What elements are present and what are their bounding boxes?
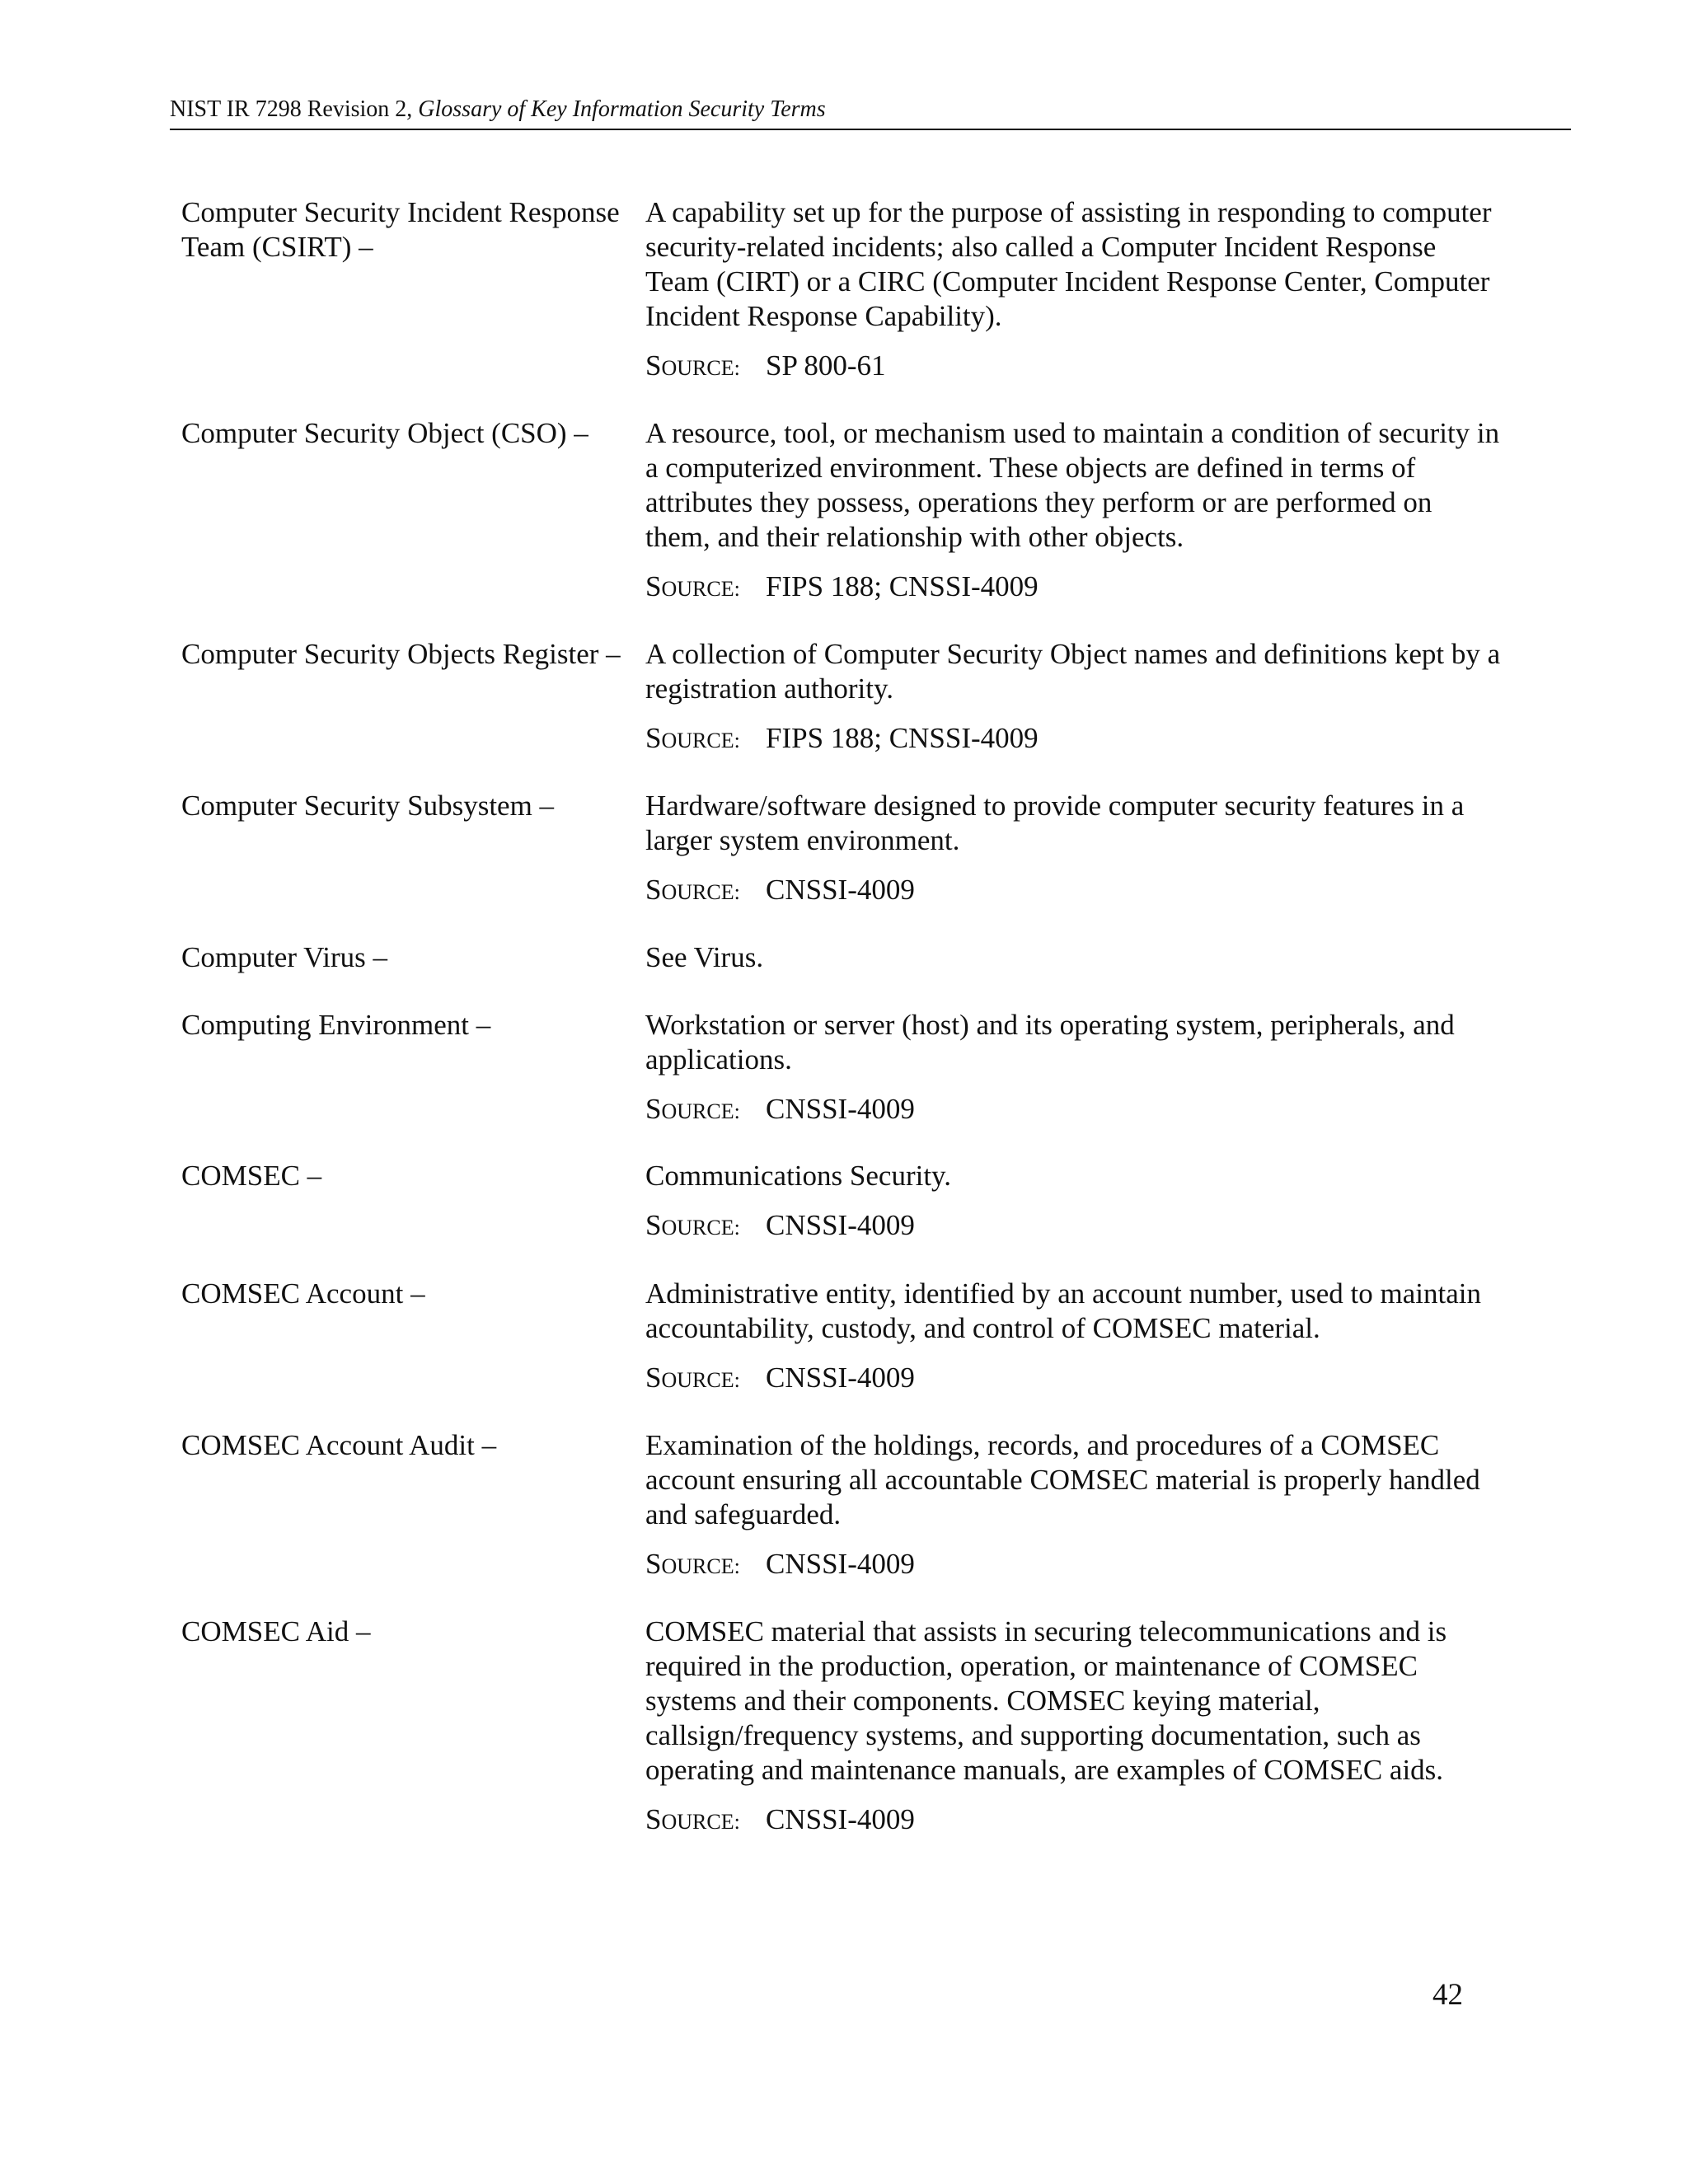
header-rule [170,129,1571,130]
source-label-initial: S [645,722,662,754]
entry-definition: Hardware/software designed to provide computer security features in a larger system environment. [645,790,1465,856]
source-label [645,873,766,910]
source-label-rest: OURCE: [661,1368,740,1392]
entry-term: Computer Security Incident Response Team (CSIRT) – [181,196,620,263]
entry-term: COMSEC Account – [181,1277,425,1310]
entry-body [645,637,1503,758]
entry-source [645,721,1503,758]
entry-definition: A capability set up for the purpose of assisting in responding to computer security-related incidents; also called a Computer Incident Response Team (CIRT) or a CIRC (Computer Incident Response Center, Computer Incident Response Capability). [645,196,1492,332]
header-doc-title: Glossary of Key Information Security Terms [418,96,826,122]
entry-body [645,1277,1503,1398]
entry-definition: Workstation or server (host) and its operating system, peripherals, and applications. [645,1009,1455,1076]
source-label-initial: S [645,1209,662,1241]
entry-definition: A collection of Computer Security Object names and definitions kept by a registration authority. [645,638,1501,705]
entry-source [645,349,1503,386]
source-label-rest: OURCE: [661,1554,740,1578]
entry-body [645,1008,1503,1129]
entry-definition: Administrative entity, identified by an account number, used to maintain accountability, custody, and control of COMSEC material. [645,1277,1481,1344]
entry-body [645,789,1503,910]
entry-source [645,873,1503,910]
entry-source [645,1361,1503,1398]
source-label [645,1802,766,1840]
source-label-initial: S [645,874,662,906]
entry-body [645,195,1503,386]
header-doc-id: NIST IR 7298 Revision 2, [170,96,419,122]
source-reference: FIPS 188; CNSSI-4009 [766,570,1039,602]
entry-term: Computer Virus – [181,941,388,973]
source-label [645,1361,766,1398]
entry-source [645,1208,1503,1245]
source-reference: CNSSI-4009 [766,874,915,906]
entry-term: Computer Security Objects Register – [181,638,621,670]
source-reference: CNSSI-4009 [766,1803,915,1835]
entry-definition: COMSEC material that assists in securing telecommunications and is required in the production, operation, or maintenance of COMSEC systems and their components. COMSEC keying material, callsign/frequency systems, and supporting documentation, such as operating and maintenance manuals, are examples of COMSEC aids. [645,1615,1447,1786]
page-header [170,96,1571,124]
entry-term: Computing Environment – [181,1009,491,1041]
entry-term: Computer Security Object (CSO) – [181,417,588,449]
page-number: 42 [1432,1978,1463,2012]
source-reference: CNSSI-4009 [766,1361,915,1394]
source-label-rest: OURCE: [661,880,740,904]
source-label-rest: OURCE: [661,729,740,752]
entry-body [645,1615,1503,1840]
entry-source [645,1092,1503,1129]
entry-source [645,1802,1503,1840]
entry-source [645,569,1503,607]
source-label-initial: S [645,1548,662,1580]
source-label-initial: S [645,570,662,602]
entry-term: COMSEC Aid – [181,1615,371,1647]
entry-body [645,416,1503,607]
entry-definition: Examination of the holdings, records, and procedures of a COMSEC account ensuring all accountable COMSEC material is properly handled and safeguarded. [645,1429,1480,1530]
source-label-rest: OURCE: [661,1216,740,1240]
entry-body [645,940,1503,975]
entry-body [645,1159,1503,1245]
source-label-rest: OURCE: [661,577,740,601]
entry-term: COMSEC Account Audit – [181,1429,497,1461]
entry-definition: See Virus. [645,941,764,973]
source-label [645,1092,766,1129]
source-reference: CNSSI-4009 [766,1548,915,1580]
source-reference: CNSSI-4009 [766,1209,915,1241]
source-label-rest: OURCE: [661,1810,740,1834]
entry-term: COMSEC – [181,1160,322,1192]
source-label-rest: OURCE: [661,1099,740,1123]
source-label-initial: S [645,349,662,382]
entry-source [645,1547,1503,1584]
source-label [645,569,766,607]
source-label [645,349,766,386]
entry-definition: A resource, tool, or mechanism used to maintain a condition of security in a computerized environment. These objects are defined in terms of attributes they possess, operations they perform or are performed on them, and their relationship with other objects. [645,417,1500,553]
source-label-initial: S [645,1361,662,1394]
entry-definition: Communications Security. [645,1160,952,1192]
source-reference: CNSSI-4009 [766,1093,915,1125]
source-label [645,1208,766,1245]
source-label-initial: S [645,1093,662,1125]
source-label [645,1547,766,1584]
entry-term: Computer Security Subsystem – [181,790,555,822]
source-label [645,721,766,758]
source-reference: FIPS 188; CNSSI-4009 [766,722,1039,754]
source-reference: SP 800-61 [766,349,886,382]
source-label-initial: S [645,1803,662,1835]
source-label-rest: OURCE: [661,356,740,380]
entry-body [645,1428,1503,1584]
